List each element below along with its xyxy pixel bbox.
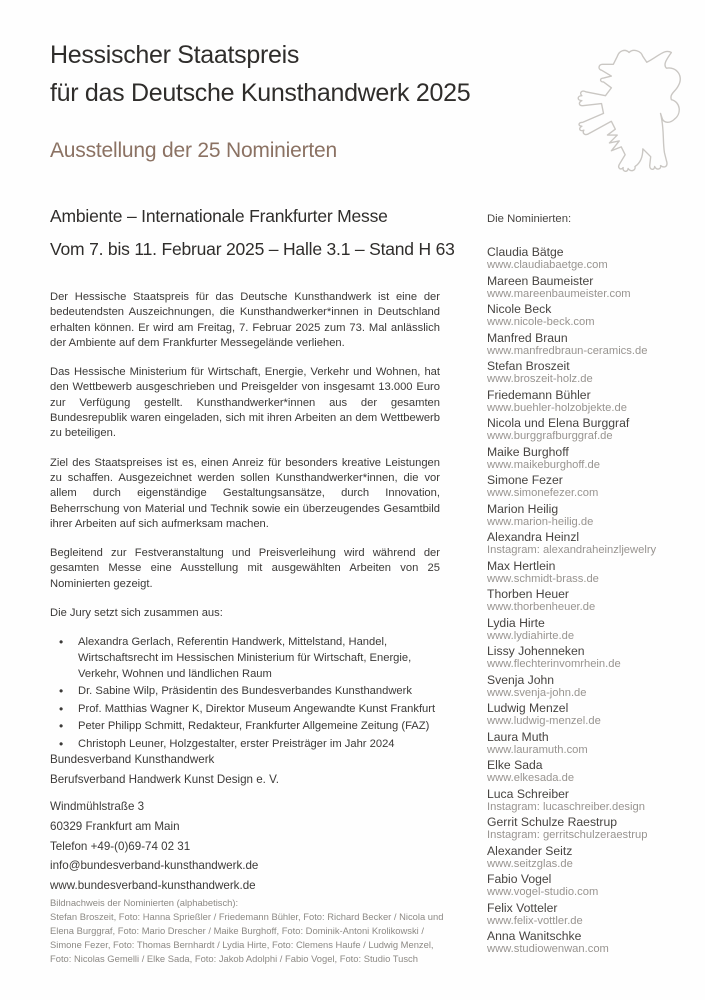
org-name-2: Berufsverband Handwerk Kunst Design e. V. bbox=[50, 772, 279, 786]
event-dates: Vom 7. bis 11. Februar 2025 – Halle 3.1 – Stand H 63 bbox=[50, 239, 455, 259]
nominee-name: Svenja John bbox=[487, 672, 555, 687]
nominee-name: Lissy Johenneken bbox=[487, 644, 585, 658]
nominee-entry bbox=[487, 530, 699, 557]
nominee-name: Maike Burghoff bbox=[487, 444, 569, 459]
event-venue: Ambiente – Internationale Frankfurter Messe bbox=[50, 206, 388, 226]
nominee-entry bbox=[487, 473, 699, 500]
nominee-entry bbox=[487, 359, 699, 386]
address-line: www.bundesverband-kunsthandwerk.de bbox=[50, 879, 256, 893]
nominee-name: Alexandra Heinzl bbox=[487, 530, 580, 544]
nominee-entry bbox=[487, 388, 699, 415]
jury-list bbox=[50, 635, 440, 752]
nominee-entry bbox=[487, 815, 699, 842]
org-name-1: Bundesverband Kunsthandwerk bbox=[50, 753, 215, 766]
nominee-link: Instagram: lucaschreiber.design bbox=[487, 800, 645, 813]
nominee-link: www.ludwig-menzel.de bbox=[487, 715, 601, 727]
nominee-entry bbox=[487, 587, 699, 614]
nominee-link: www.simonefezer.com bbox=[487, 487, 599, 499]
nominee-name: Max Hertlein bbox=[487, 558, 556, 573]
nominee-entry bbox=[487, 901, 699, 928]
nominee-link: www.marion-heilig.de bbox=[487, 515, 594, 528]
header bbox=[50, 36, 490, 164]
nominee-link: www.manfredbraun-ceramics.de bbox=[487, 344, 648, 357]
nominee-name: Luca Schreiber bbox=[487, 786, 569, 801]
title-line-1: Hessischer Staatspreis bbox=[50, 41, 300, 69]
photo-credits bbox=[50, 896, 450, 966]
paragraph: Begleitend zur Festveranstaltung und Preisverleihung wird während der gesamten Messe eine Ausstellung mit ausgewählten Arbeiten von 25 Nominierten gezeigt. bbox=[50, 547, 440, 590]
nominee-name: Elke Sada bbox=[487, 758, 543, 772]
nominee-name: Felix Votteler bbox=[487, 900, 558, 915]
nominee-entry bbox=[487, 274, 699, 301]
paragraph: Das Hessische Ministerium für Wirtschaft, Energie, Verkehr und Wohnen, hat den Wettbewerb ausgeschrieben und Preisgelder von insgesamt 13.000 Euro zur Verfügung gestellt. Kunsthandwerker*innen aus der gesamten Bundesrepublik waren eingeladen, sich mit ihren Arbeiten an dem Wettbewerb zu beteiligen. bbox=[50, 366, 440, 440]
nominee-name: Stefan Broszeit bbox=[487, 359, 570, 373]
jury-item: • Christoph Leuner, Holzgestalter, erster Preisträger im Jahr 2024 bbox=[50, 737, 440, 753]
nominee-entry bbox=[487, 787, 699, 814]
nominees-heading: Die Nominierten: bbox=[487, 213, 572, 225]
nominee-link: www.mareenbaumeister.com bbox=[487, 287, 631, 300]
nominee-entry bbox=[487, 445, 699, 472]
nominee-entry bbox=[487, 245, 699, 272]
nominee-link: Instagram: alexandraheinzljewelry bbox=[487, 544, 657, 556]
nominee-name: Friedemann Bühler bbox=[487, 387, 591, 402]
nominee-name: Laura Muth bbox=[487, 729, 549, 744]
nominee-entry bbox=[487, 559, 699, 586]
nominee-name: Nicole Beck bbox=[487, 302, 552, 316]
nominee-link: www.buehler-holzobjekte.de bbox=[487, 401, 627, 414]
nominee-name: Marion Heilig bbox=[487, 501, 559, 516]
nominee-name: Anna Wanitschke bbox=[487, 929, 582, 943]
nominee-name: Mareen Baumeister bbox=[487, 273, 594, 288]
subtitle: Ausstellung der 25 Nominierten bbox=[50, 139, 337, 162]
credits-text: Stefan Broszeit, Foto: Hanna Sprießler / Friedemann Bühler, Foto: Richard Becker / Nicola und Elena Burggraf, Foto: Mario Drescher / Maike Burghoff, Foto: Dominik-Antoni Krolikowski / Simone Fezer, Foto: Thomas Bernhardt / Lydia Hirte, Foto: Clemens Haufe / Ludwig Menzel, Foto: Nicolas Gemelli / Elke Sada, Foto: Jakob Adolphi / Fabio Vogel, Foto: Studio Tusch bbox=[50, 911, 444, 964]
nominee-name: Manfred Braun bbox=[487, 330, 568, 345]
nominee-entry bbox=[487, 872, 699, 899]
contact-block bbox=[50, 750, 440, 896]
jury-item: • Peter Philipp Schmitt, Redakteur, Frankfurter Allgemeine Zeitung (FAZ) bbox=[50, 719, 440, 735]
credits-heading: Bildnachweis der Nominierten (alphabetisch): bbox=[50, 897, 239, 908]
nominee-name: Claudia Bätge bbox=[487, 245, 564, 259]
nominee-entry bbox=[487, 616, 699, 643]
jury-intro: Die Jury setzt sich zusammen aus: bbox=[50, 607, 223, 620]
nominee-link: www.lydiahirte.de bbox=[487, 629, 575, 642]
jury-item: • Dr. Sabine Wilp, Präsidentin des Bundesverbandes Kunsthandwerk bbox=[50, 684, 440, 700]
nominee-name: Nicola und Elena Burggraf bbox=[487, 416, 630, 430]
nominee-link: www.thorbenheuer.de bbox=[487, 601, 596, 613]
nominee-entry bbox=[487, 929, 699, 956]
nominee-entry bbox=[487, 673, 699, 700]
nominee-entry bbox=[487, 701, 699, 728]
paragraph: Ziel des Staatspreises ist es, einen Anreiz für besonders kreative Leistungen zu schaffen. Ausgezeichnet werden sollen Kunsthandwerker*innen, die vor allem durch eigenständige Gestaltungsansätze, durch Innovation, Beherrschung von Material und Technik sowie ein überzeugendes Gesamtbild ihrer Arbeiten auf sich aufmerksam machen. bbox=[50, 456, 440, 530]
title-line-2: für das Deutsche Kunsthandwerk 2025 bbox=[50, 79, 471, 107]
jury-item: • Alexandra Gerlach, Referentin Handwerk, Mittelstand, Handel, Wirtschaftsrecht im Hessischen Ministerium für Wirtschaft, Energie, Verkehr, Wohnen und ländlichen Raum bbox=[50, 635, 440, 682]
nominee-link: www.burggrafburggraf.de bbox=[487, 430, 613, 442]
nominee-link: www.flechterinvomrhein.de bbox=[487, 658, 621, 670]
nominee-link: www.vogel-studio.com bbox=[487, 886, 599, 898]
nominee-link: www.maikeburghoff.de bbox=[487, 458, 600, 471]
paragraph: Der Hessische Staatspreis für das Deutsche Kunsthandwerk ist eine der bedeutendsten Auszeichnungen, die Kunsthandwerker*innen in Deutschland erhalten können. Er wird am Freitag, 7. Februar 2025 zum 73. Mal anlässlich der Ambiente auf dem Frankfurter Messegelände verliehen. bbox=[50, 291, 440, 349]
nominee-link: www.lauramuth.com bbox=[487, 743, 588, 756]
address-line: info@bundesverband-kunsthandwerk.de bbox=[50, 859, 259, 873]
nominee-name: Fabio Vogel bbox=[487, 872, 552, 886]
nominee-entry bbox=[487, 644, 699, 671]
nominee-link: www.felix-vottler.de bbox=[487, 914, 583, 927]
nominee-name: Thorben Heuer bbox=[487, 587, 569, 601]
address-line: Windmühlstraße 3 bbox=[50, 800, 145, 813]
nominee-name: Lydia Hirte bbox=[487, 615, 545, 630]
nominee-entry bbox=[487, 730, 699, 757]
body-text bbox=[50, 290, 440, 755]
nominee-link: www.claudiabaetge.com bbox=[487, 259, 608, 271]
nominee-name: Simone Fezer bbox=[487, 473, 563, 487]
nominee-entry bbox=[487, 331, 699, 358]
nominee-entry bbox=[487, 844, 699, 871]
address-line: Telefon +49-(0)69-74 02 31 bbox=[50, 839, 191, 853]
nominee-link: www.nicole-beck.com bbox=[487, 316, 595, 328]
nominee-entry bbox=[487, 502, 699, 529]
nominee-name: Alexander Seitz bbox=[487, 843, 573, 858]
page-title bbox=[50, 36, 490, 112]
nominee-link: www.studiowenwan.com bbox=[487, 943, 609, 955]
nominee-name: Gerrit Schulze Raestrup bbox=[487, 815, 618, 829]
nominees-column bbox=[487, 212, 699, 958]
nominee-entry bbox=[487, 302, 699, 329]
address-line: 60329 Frankfurt am Main bbox=[50, 819, 180, 833]
nominee-link: www.schmidt-brass.de bbox=[487, 572, 599, 585]
nominee-link: www.broszeit-holz.de bbox=[487, 373, 593, 385]
jury-item: • Prof. Matthias Wagner K, Direktor Museum Angewandte Kunst Frankfurt bbox=[50, 702, 440, 718]
nominee-name: Ludwig Menzel bbox=[487, 701, 569, 715]
nominee-link: www.seitzglas.de bbox=[487, 857, 573, 870]
nominee-link: www.svenja-john.de bbox=[487, 686, 587, 699]
nominee-entry bbox=[487, 758, 699, 785]
hessen-lion-icon bbox=[574, 42, 692, 176]
event-heading bbox=[50, 200, 490, 266]
nominee-link: Instagram: gerritschulzeraestrup bbox=[487, 829, 648, 841]
nominee-link: www.elkesada.de bbox=[487, 772, 575, 784]
nominee-entry bbox=[487, 416, 699, 443]
